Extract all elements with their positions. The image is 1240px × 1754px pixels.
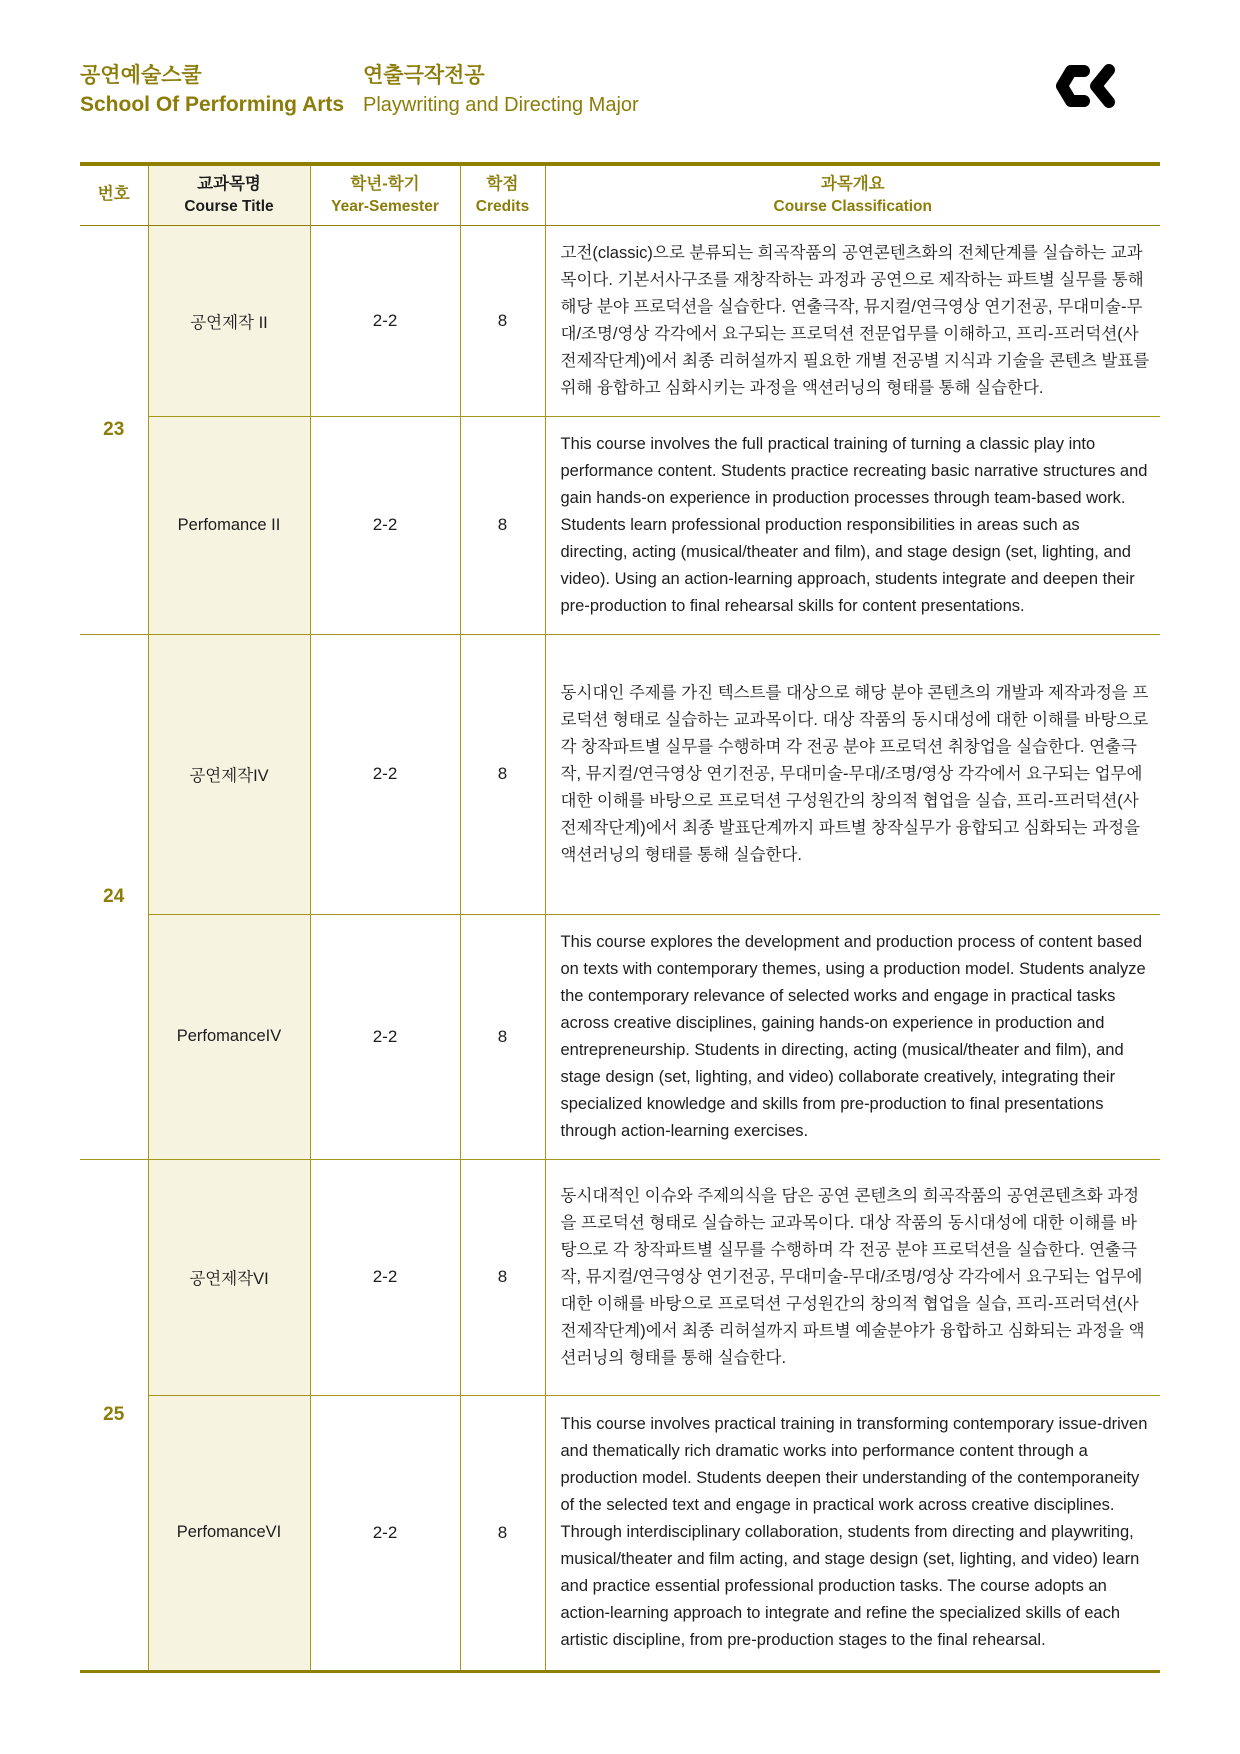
document-header bbox=[80, 62, 1160, 124]
table-row bbox=[80, 1395, 1160, 1671]
course-table bbox=[80, 162, 1160, 1673]
column-header-overview-en: Course Classification bbox=[773, 197, 932, 215]
column-header-title-kr: 교과목명 bbox=[197, 175, 261, 193]
course-title-kr: 공연제작VI bbox=[148, 1159, 310, 1395]
course-description-kr: 고전(classic)으로 분류되는 희곡작품의 공연콘텐츠화의 전체단계를 실습하는 교과목이다. 기본서사구조를 재창작하는 과정과 공연으로 제작하는 파트별 실무를 통해 해당 분야 프로덕션을 실습한다. 연출극작, 뮤지컬/연극영상 연기전공, 무대미술-무대/조명/영상 각각에서 요구되는 프로덕션 전문업무를 이해하고, 프리-프러덕션(사전제작단계)에서 최종 리허설까지 필요한 개별 전공별 지식과 기술을 콘텐츠 발표를 위해 융합하고 심화시키는 과정을 액션러닝의 형태를 통해 실습한다. bbox=[545, 225, 1160, 416]
column-header-number-kr: 번호 bbox=[97, 185, 130, 204]
course-credits: 8 bbox=[460, 225, 545, 416]
course-title-en: PerfomanceIV bbox=[148, 914, 310, 1159]
column-header-semester-kr: 학년-학기 bbox=[350, 175, 420, 193]
major-name-kr: 연출극작전공 bbox=[363, 64, 485, 87]
column-header-semester bbox=[310, 164, 460, 225]
school-name-en: School Of Performing Arts bbox=[80, 92, 345, 116]
column-header-title-en: Course Title bbox=[184, 197, 274, 215]
course-semester: 2-2 bbox=[310, 416, 460, 634]
table-row bbox=[80, 914, 1160, 1159]
course-description-kr: 동시대인 주제를 가진 텍스트를 대상으로 해당 분야 콘텐츠의 개발과 제작과정을 프로덕션 형태로 실습하는 교과목이다. 대상 작품의 동시대성에 대한 이해를 바탕으로 각 창작파트별 실무를 수행하며 각 전공 분야 프로덕션 취창업을 실습한다. 연출극작, 뮤지컬/연극영상 연기전공, 무대미술-무대/조명/영상 각각에서 요구되는 업무에 대한 이해를 바탕으로 프로덕션 구성원간의 창의적 협업을 실습, 프리-프러덕션(사전제작단계)에서 최종 발표단계까지 파트별 창작실무가 융합되고 심화되는 과정을 액션러닝의 형태를 통해 실습한다. bbox=[545, 634, 1160, 914]
column-header-number bbox=[80, 164, 148, 225]
course-semester: 2-2 bbox=[310, 634, 460, 914]
school-block bbox=[80, 62, 363, 120]
ck-logo-icon bbox=[1056, 64, 1118, 108]
course-description-kr: 동시대적인 이슈와 주제의식을 담은 공연 콘텐츠의 희곡작품의 공연콘텐츠화 과정을 프로덕션 형태로 실습하는 교과목이다. 대상 작품의 동시대성에 대한 이해를 바탕으로 각 창작파트별 실무를 수행하며 각 전공 분야 프로덕션을 실습한다. 연출극작, 뮤지컬/연극영상 연기전공, 무대미술-무대/조명/영상 각각에서 요구되는 업무에 대한 이해를 바탕으로 프로덕션 구성원간의 창의적 협업을 실습, 프리-프러덕션(사전제작단계)에서 최종 리허설까지 파트별 예술분야가 융합하고 심화되는 과정을 액션러닝의 형태를 통해 실습한다. bbox=[545, 1159, 1160, 1395]
column-header-semester-en: Year-Semester bbox=[331, 197, 439, 215]
table-row bbox=[80, 1159, 1160, 1395]
course-number: 25 bbox=[80, 1159, 148, 1671]
column-header-credits bbox=[460, 164, 545, 225]
course-semester: 2-2 bbox=[310, 225, 460, 416]
course-credits: 8 bbox=[460, 416, 545, 634]
major-name-en: Playwriting and Directing Major bbox=[363, 93, 639, 116]
course-table-header bbox=[80, 164, 1160, 225]
table-row bbox=[80, 416, 1160, 634]
course-title-kr: 공연제작 II bbox=[148, 225, 310, 416]
course-title-en: Perfomance II bbox=[148, 416, 310, 634]
course-semester: 2-2 bbox=[310, 914, 460, 1159]
course-semester: 2-2 bbox=[310, 1159, 460, 1395]
column-header-title bbox=[148, 164, 310, 225]
major-block bbox=[363, 62, 639, 119]
course-description-en: This course involves the full practical training of turning a classic play into performance content. Students practice recreating basic narrative structures and gain hands-on experience in production processes through team-based work. Students learn professional production responsibilities in areas such as directing, acting (musical/theater and film), and stage design (set, lighting, and video). Using an action-learning approach, students integrate and deepen their pre-production to final rehearsal skills for content presentations. bbox=[560, 434, 1148, 615]
course-title-kr: 공연제작IV bbox=[148, 634, 310, 914]
course-credits: 8 bbox=[460, 634, 545, 914]
table-row bbox=[80, 225, 1160, 416]
course-number: 23 bbox=[80, 225, 148, 634]
course-credits: 8 bbox=[460, 914, 545, 1159]
course-description-en: This course involves practical training in transforming contemporary issue-driven and thematically rich dramatic works into performance content through a production model. Students deepen their understanding of the contemporaneity of the selected text and engage in practical work across creative disciplines. Through interdisciplinary collaboration, students from directing and playwriting, musical/theater and film acting, and stage design (set, lighting, and video) learn and practice essential professional production tasks. The course adopts an action-learning approach to integrate and refine the specialized skills of each artistic discipline, from pre-production stages to the final rehearsal. bbox=[560, 1415, 1148, 1650]
course-credits: 8 bbox=[460, 1159, 545, 1395]
column-header-credits-en: Credits bbox=[475, 197, 530, 215]
course-title-en: PerfomanceVI bbox=[148, 1395, 310, 1671]
course-description-en: This course explores the development and production process of content based on texts with contemporary themes, using a production model. Students analyze the contemporary relevance of selected works and engage in practical tasks across creative disciplines, gaining hands-on experience in production and entrepreneurship. Students in directing, acting (musical/theater and film), and stage design (set, lighting, and video) collaborate creatively, integrating their specialized knowledge and skills from pre-production to final presentations through action-learning exercises. bbox=[560, 932, 1146, 1140]
course-credits: 8 bbox=[460, 1395, 545, 1671]
document-page bbox=[80, 0, 1160, 1673]
course-number: 24 bbox=[80, 634, 148, 1159]
school-name-kr: 공연예술스쿨 bbox=[80, 64, 202, 87]
course-semester: 2-2 bbox=[310, 1395, 460, 1671]
column-header-credits-kr: 학점 bbox=[486, 175, 519, 193]
column-header-overview bbox=[545, 164, 1160, 225]
column-header-overview-kr: 과목개요 bbox=[820, 175, 885, 193]
table-row bbox=[80, 634, 1160, 914]
